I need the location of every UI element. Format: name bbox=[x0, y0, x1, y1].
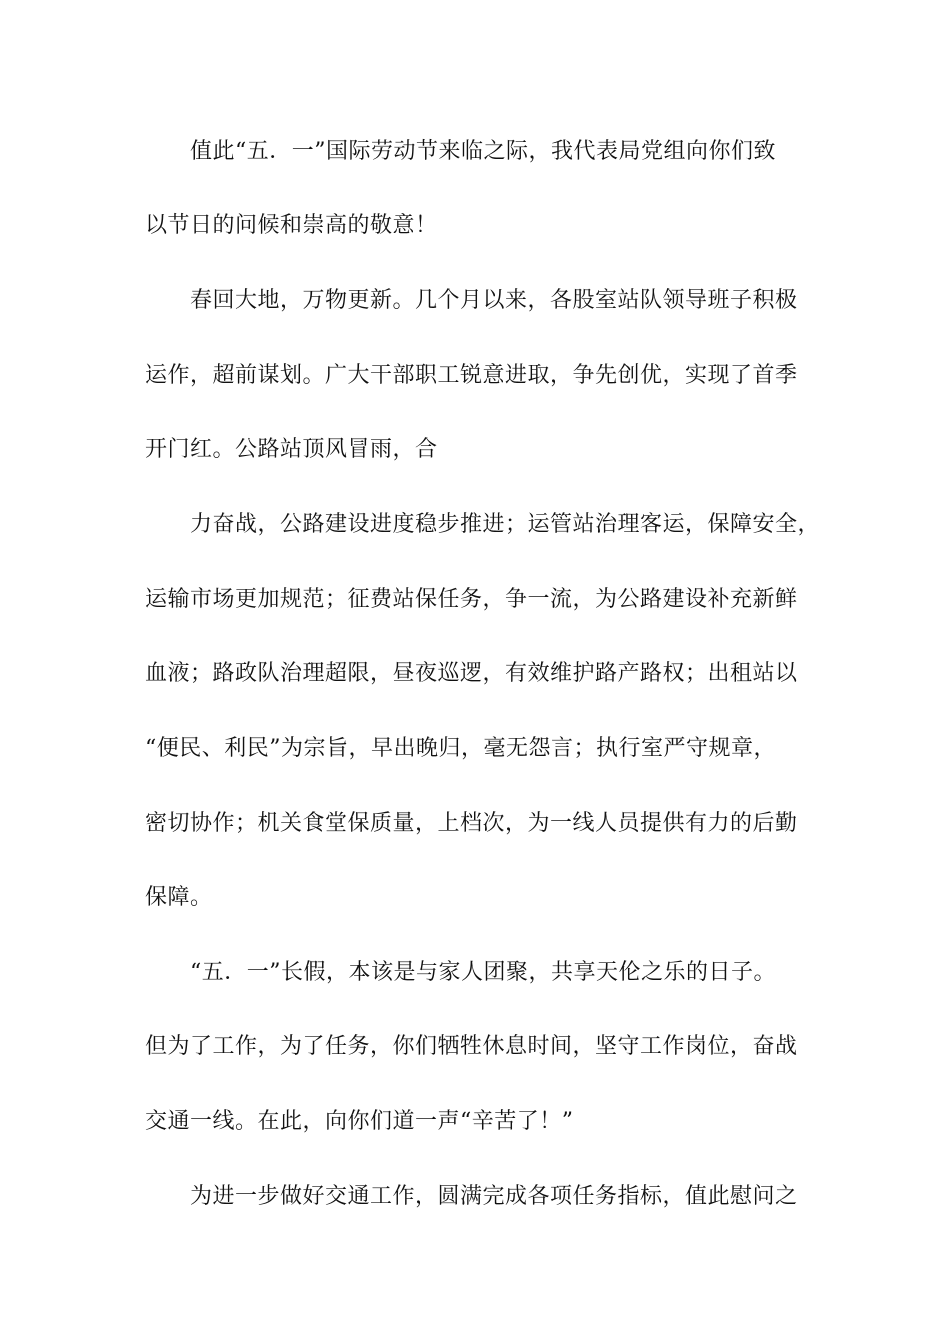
text-line: 运输市场更加规范；征费站保任务，争一流，为公路建设补充新鲜 bbox=[145, 587, 798, 612]
text-line: 运作，超前谋划。广大干部职工锐意进取，争先创优，实现了首季 bbox=[145, 363, 798, 388]
text-line: 以节日的问候和崇高的敬意！ bbox=[145, 213, 438, 238]
text-line: 密切协作；机关食堂保质量，上档次，为一线人员提供有力的后勤 bbox=[145, 811, 798, 836]
text-line: 血液；路政队治理超限，昼夜巡逻，有效维护路产路权；出租站以 bbox=[145, 661, 798, 686]
text-line: 开门红。公路站顶风冒雨，合 bbox=[145, 437, 438, 462]
text-line: “五．一”长假，本该是与家人团聚，共享天伦之乐的日子。 bbox=[190, 960, 776, 985]
text-line: 为进一步做好交通工作，圆满完成各项任务指标，值此慰问之 bbox=[190, 1184, 798, 1209]
text-line: 但为了工作，为了任务，你们牺牲休息时间，坚守工作岗位，奋战 bbox=[145, 1034, 798, 1059]
text-line: 交通一线。在此，向你们道一声“辛苦了！” bbox=[145, 1109, 574, 1134]
text-line: “便民、利民”为宗旨，早出晚归，毫无怨言；执行室严守规章， bbox=[145, 736, 776, 761]
text-line: 力奋战，公路建设进度稳步推进；运管站治理客运，保障安全， bbox=[190, 512, 821, 537]
text-line: 值此“五．一”国际劳动节来临之际，我代表局党组向你们致 bbox=[190, 139, 776, 164]
text-line: 春回大地，万物更新。几个月以来，各股室站队领导班子积极 bbox=[190, 288, 798, 313]
text-line: 保障。 bbox=[145, 885, 213, 910]
